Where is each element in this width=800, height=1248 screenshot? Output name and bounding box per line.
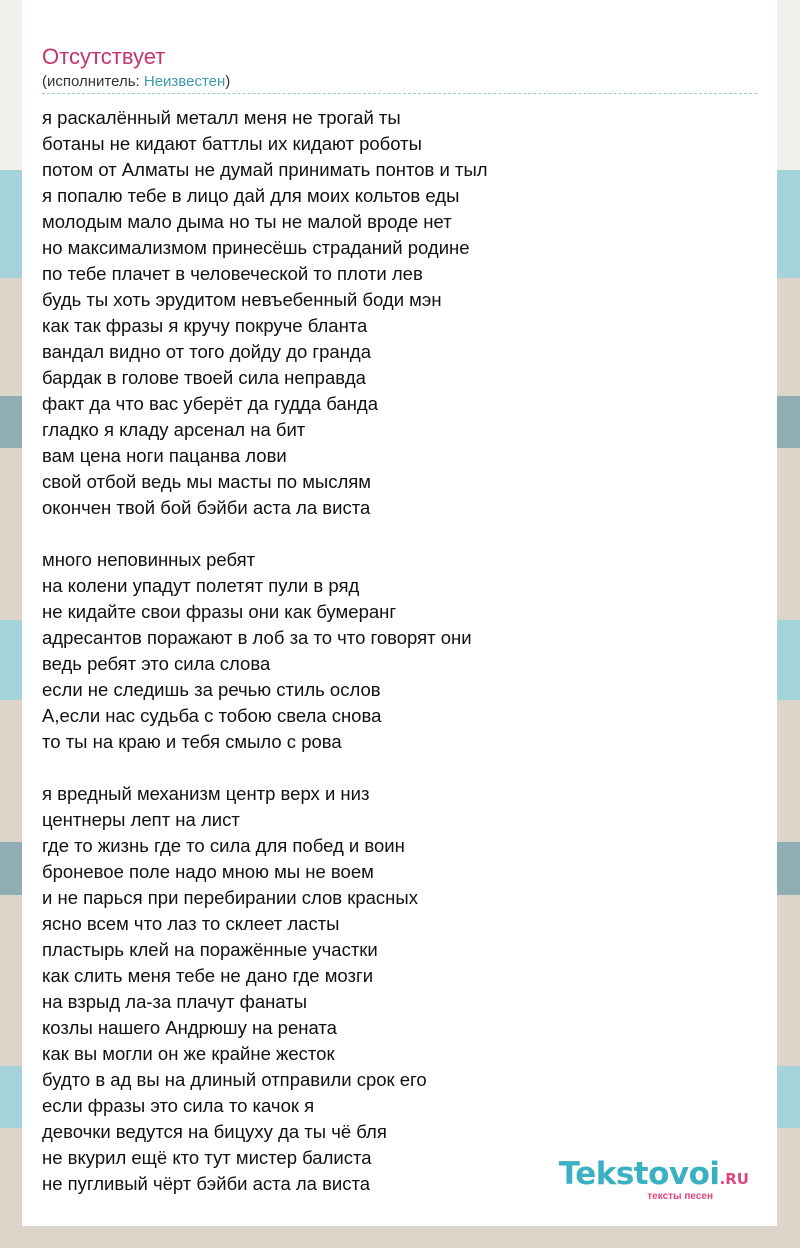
lyric-line: ботаны не кидают баттлы их кидают роботы	[42, 133, 422, 154]
stanza-break	[42, 755, 757, 781]
logo-tagline: тексты песен	[647, 1191, 713, 1202]
lyric-line: А,если нас судьба с тобою свела снова	[42, 705, 382, 726]
lyric-line: гладко я кладу арсенал на бит	[42, 419, 306, 440]
lyric-line: ясно всем что лаз то склеет ласты	[42, 913, 340, 934]
lyric-line: как слить меня тебе не дано где мозги	[42, 965, 374, 986]
lyric-line: девочки ведутся на бицуху да ты чё бля	[42, 1121, 387, 1142]
song-title: Отсутствует	[42, 44, 166, 69]
logo-name: Tekstovoi	[558, 1156, 720, 1192]
lyric-line: броневое поле надо мною мы не воем	[42, 861, 374, 882]
lyric-line: не пугливый чёрт бэйби аста ла виста	[42, 1173, 371, 1194]
lyric-line: на колени упадут полетят пули в ряд	[42, 575, 360, 596]
lyric-line: вам цена ноги пацанва лови	[42, 445, 287, 466]
lyric-line: как вы могли он же крайне жесток	[42, 1043, 335, 1064]
lyric-line: и не парься при перебирании слов красных	[42, 887, 418, 908]
lyric-line: я вредный механизм центр верх и низ	[42, 783, 370, 804]
lyric-line: не вкурил ещё кто тут мистер балиста	[42, 1147, 372, 1168]
artist-link[interactable]: Неизвестен	[143, 73, 226, 90]
lyric-line: ведь ребят это сила слова	[42, 653, 271, 674]
lyric-line: козлы нашего Андрюшу на рената	[42, 1017, 337, 1038]
artist-suffix: )	[225, 73, 231, 90]
lyric-line: много неповинных ребят	[42, 549, 256, 570]
lyric-line: на взрыд ла-за плачут фанаты	[42, 991, 307, 1012]
logo-suffix: .RU	[719, 1170, 749, 1188]
lyric-line: пластырь клей на поражённые участки	[42, 939, 378, 960]
lyric-line: факт да что вас уберёт да гудда банда	[42, 393, 378, 414]
lyrics-text	[42, 105, 757, 1197]
lyric-line: не кидайте свои фразы они как бумеранг	[42, 601, 397, 622]
lyric-line: будто в ад вы на длиный отправили срок его	[42, 1069, 427, 1090]
lyric-line: как так фразы я кручу покруче бланта	[42, 315, 368, 336]
site-logo[interactable]	[559, 1158, 749, 1202]
lyric-line: центнеры лепт на лист	[42, 809, 240, 830]
lyric-line: окончен твой бой бэйби аста ла виста	[42, 497, 371, 518]
lyric-line: свой отбой ведь мы масты по мыслям	[42, 471, 371, 492]
lyric-line: но максимализмом принесёшь страданий родине	[42, 237, 470, 258]
lyric-line: молодым мало дыма но ты не малой вроде нет	[42, 211, 452, 232]
artist-line	[42, 73, 230, 91]
lyric-line: потом от Алматы не думай принимать понтов и тыл	[42, 159, 488, 180]
lyrics-card	[22, 0, 777, 1226]
lyric-line: по тебе плачет в человеческой то плоти лев	[42, 263, 423, 284]
lyric-line: адресантов поражают в лоб за то что говорят они	[42, 627, 472, 648]
lyric-line: я попалю тебе в лицо дай для моих кольтов еды	[42, 185, 460, 206]
title-divider	[42, 93, 757, 94]
lyric-line: то ты на краю и тебя смыло с рова	[42, 731, 342, 752]
lyric-line: я раскалённый металл меня не трогай ты	[42, 107, 401, 128]
lyric-line: если фразы это сила то качок я	[42, 1095, 315, 1116]
lyric-line: вандал видно от того дойду до гранда	[42, 341, 372, 362]
lyric-line: если не следишь за речью стиль ослов	[42, 679, 381, 700]
lyric-line: будь ты хоть эрудитом невъебенный боди мэн	[42, 289, 442, 310]
lyric-line: бардак в голове твоей сила неправда	[42, 367, 366, 388]
lyric-line: где то жизнь где то сила для побед и воин	[42, 835, 405, 856]
artist-prefix: (исполнитель:	[42, 73, 144, 90]
stanza-break	[42, 521, 757, 547]
